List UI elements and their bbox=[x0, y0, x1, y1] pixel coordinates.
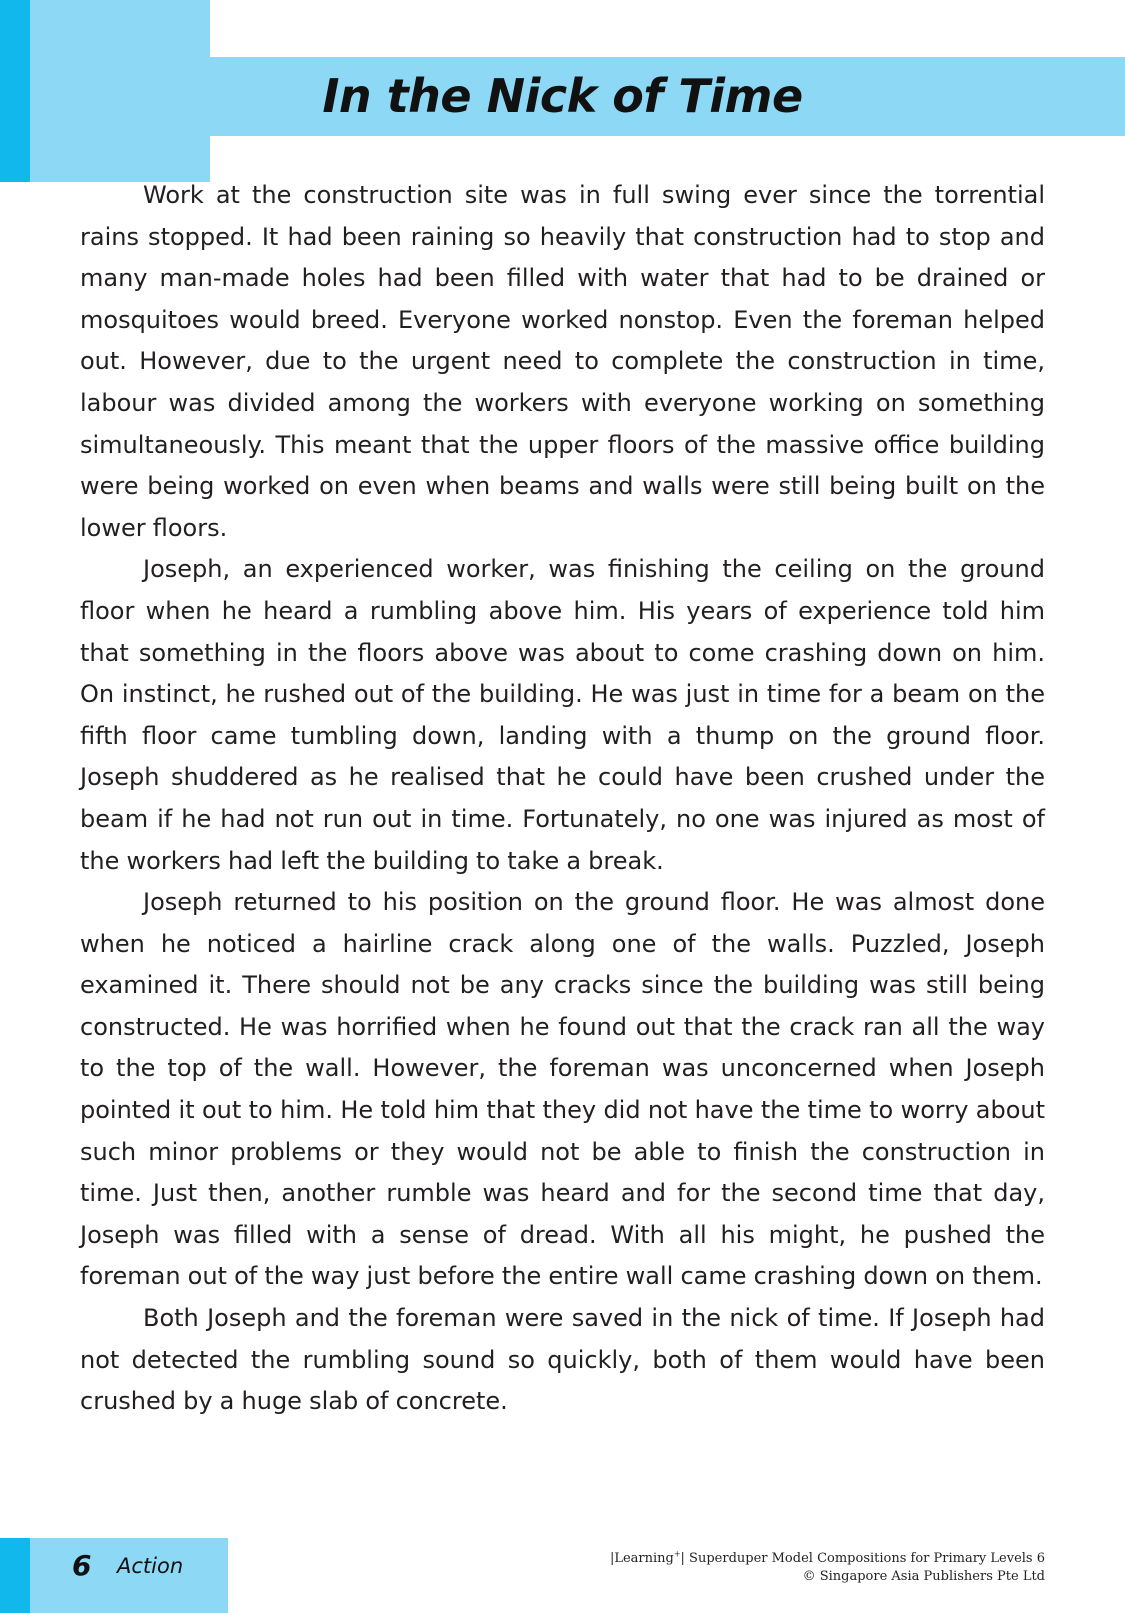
brand-superscript: + bbox=[673, 1549, 681, 1559]
story-paragraph-1: Work at the construction site was in full swing ever since the torrential rains stopped. It had been raining so heavily that construction had to stop and many man-made holes had been filled with water that had to be drained or mosquitoes would breed. Everyone worked nonstop. Even the foreman helped out. However, due to the urgent need to complete the construction in time, labour was divided among the workers with everyone working on something simultaneously. This meant that the upper floors of the massive office building were being worked on even when beams and walls were still being built on the lower floors. bbox=[80, 181, 1045, 542]
publisher-credit bbox=[525, 1550, 1045, 1586]
footer-tab bbox=[0, 1538, 228, 1613]
footer-accent-strip bbox=[0, 1538, 30, 1613]
story-paragraph-4: Both Joseph and the foreman were saved in the nick of time. If Joseph had not detected the rumbling sound so quickly, both of them would have been crushed by a huge slab of concrete. bbox=[80, 1304, 1045, 1416]
book-title: | Superduper Model Compositions for Primary Levels 6 bbox=[680, 1551, 1045, 1566]
book-title-line bbox=[525, 1550, 1045, 1568]
page-number: 6 bbox=[72, 1549, 92, 1582]
copyright-line: © Singapore Asia Publishers Pte Ltd bbox=[802, 1569, 1045, 1584]
story-body bbox=[80, 175, 1045, 1423]
story-paragraph-2: Joseph, an experienced worker, was finishing the ceiling on the ground floor when he heard a rumbling above him. His years of experience told him that something in the floors above was about to come crashing down on him. On instinct, he rushed out of the building. He was just in time for a beam on the fifth floor came tumbling down, landing with a thump on the ground floor. Joseph shuddered as he realised that he could have been crushed under the beam if he had not run out in time. Fortunately, no one was injured as most of the workers had left the building to take a break. bbox=[80, 555, 1045, 875]
story-paragraph-3: Joseph returned to his position on the ground floor. He was almost done when he noticed a hairline crack along one of the walls. Puzzled, Joseph examined it. There should not be any cracks since the building was still being constructed. He was horrified when he found out that the crack ran all the way to the top of the wall. However, the foreman was unconcerned when Joseph pointed it out to him. He told him that they did not have the time to worry about such minor problems or they would not be able to finish the construction in time. Just then, another rumble was heard and for the second time that day, Joseph was filled with a sense of dread. With all his might, he pushed the foreman out of the way just before the entire wall came crashing down on them. bbox=[80, 888, 1045, 1291]
brand-prefix: |Learning bbox=[609, 1551, 674, 1566]
section-label: Action bbox=[117, 1554, 184, 1578]
header-banner bbox=[0, 0, 1125, 182]
page-title: In the Nick of Time bbox=[322, 69, 803, 123]
